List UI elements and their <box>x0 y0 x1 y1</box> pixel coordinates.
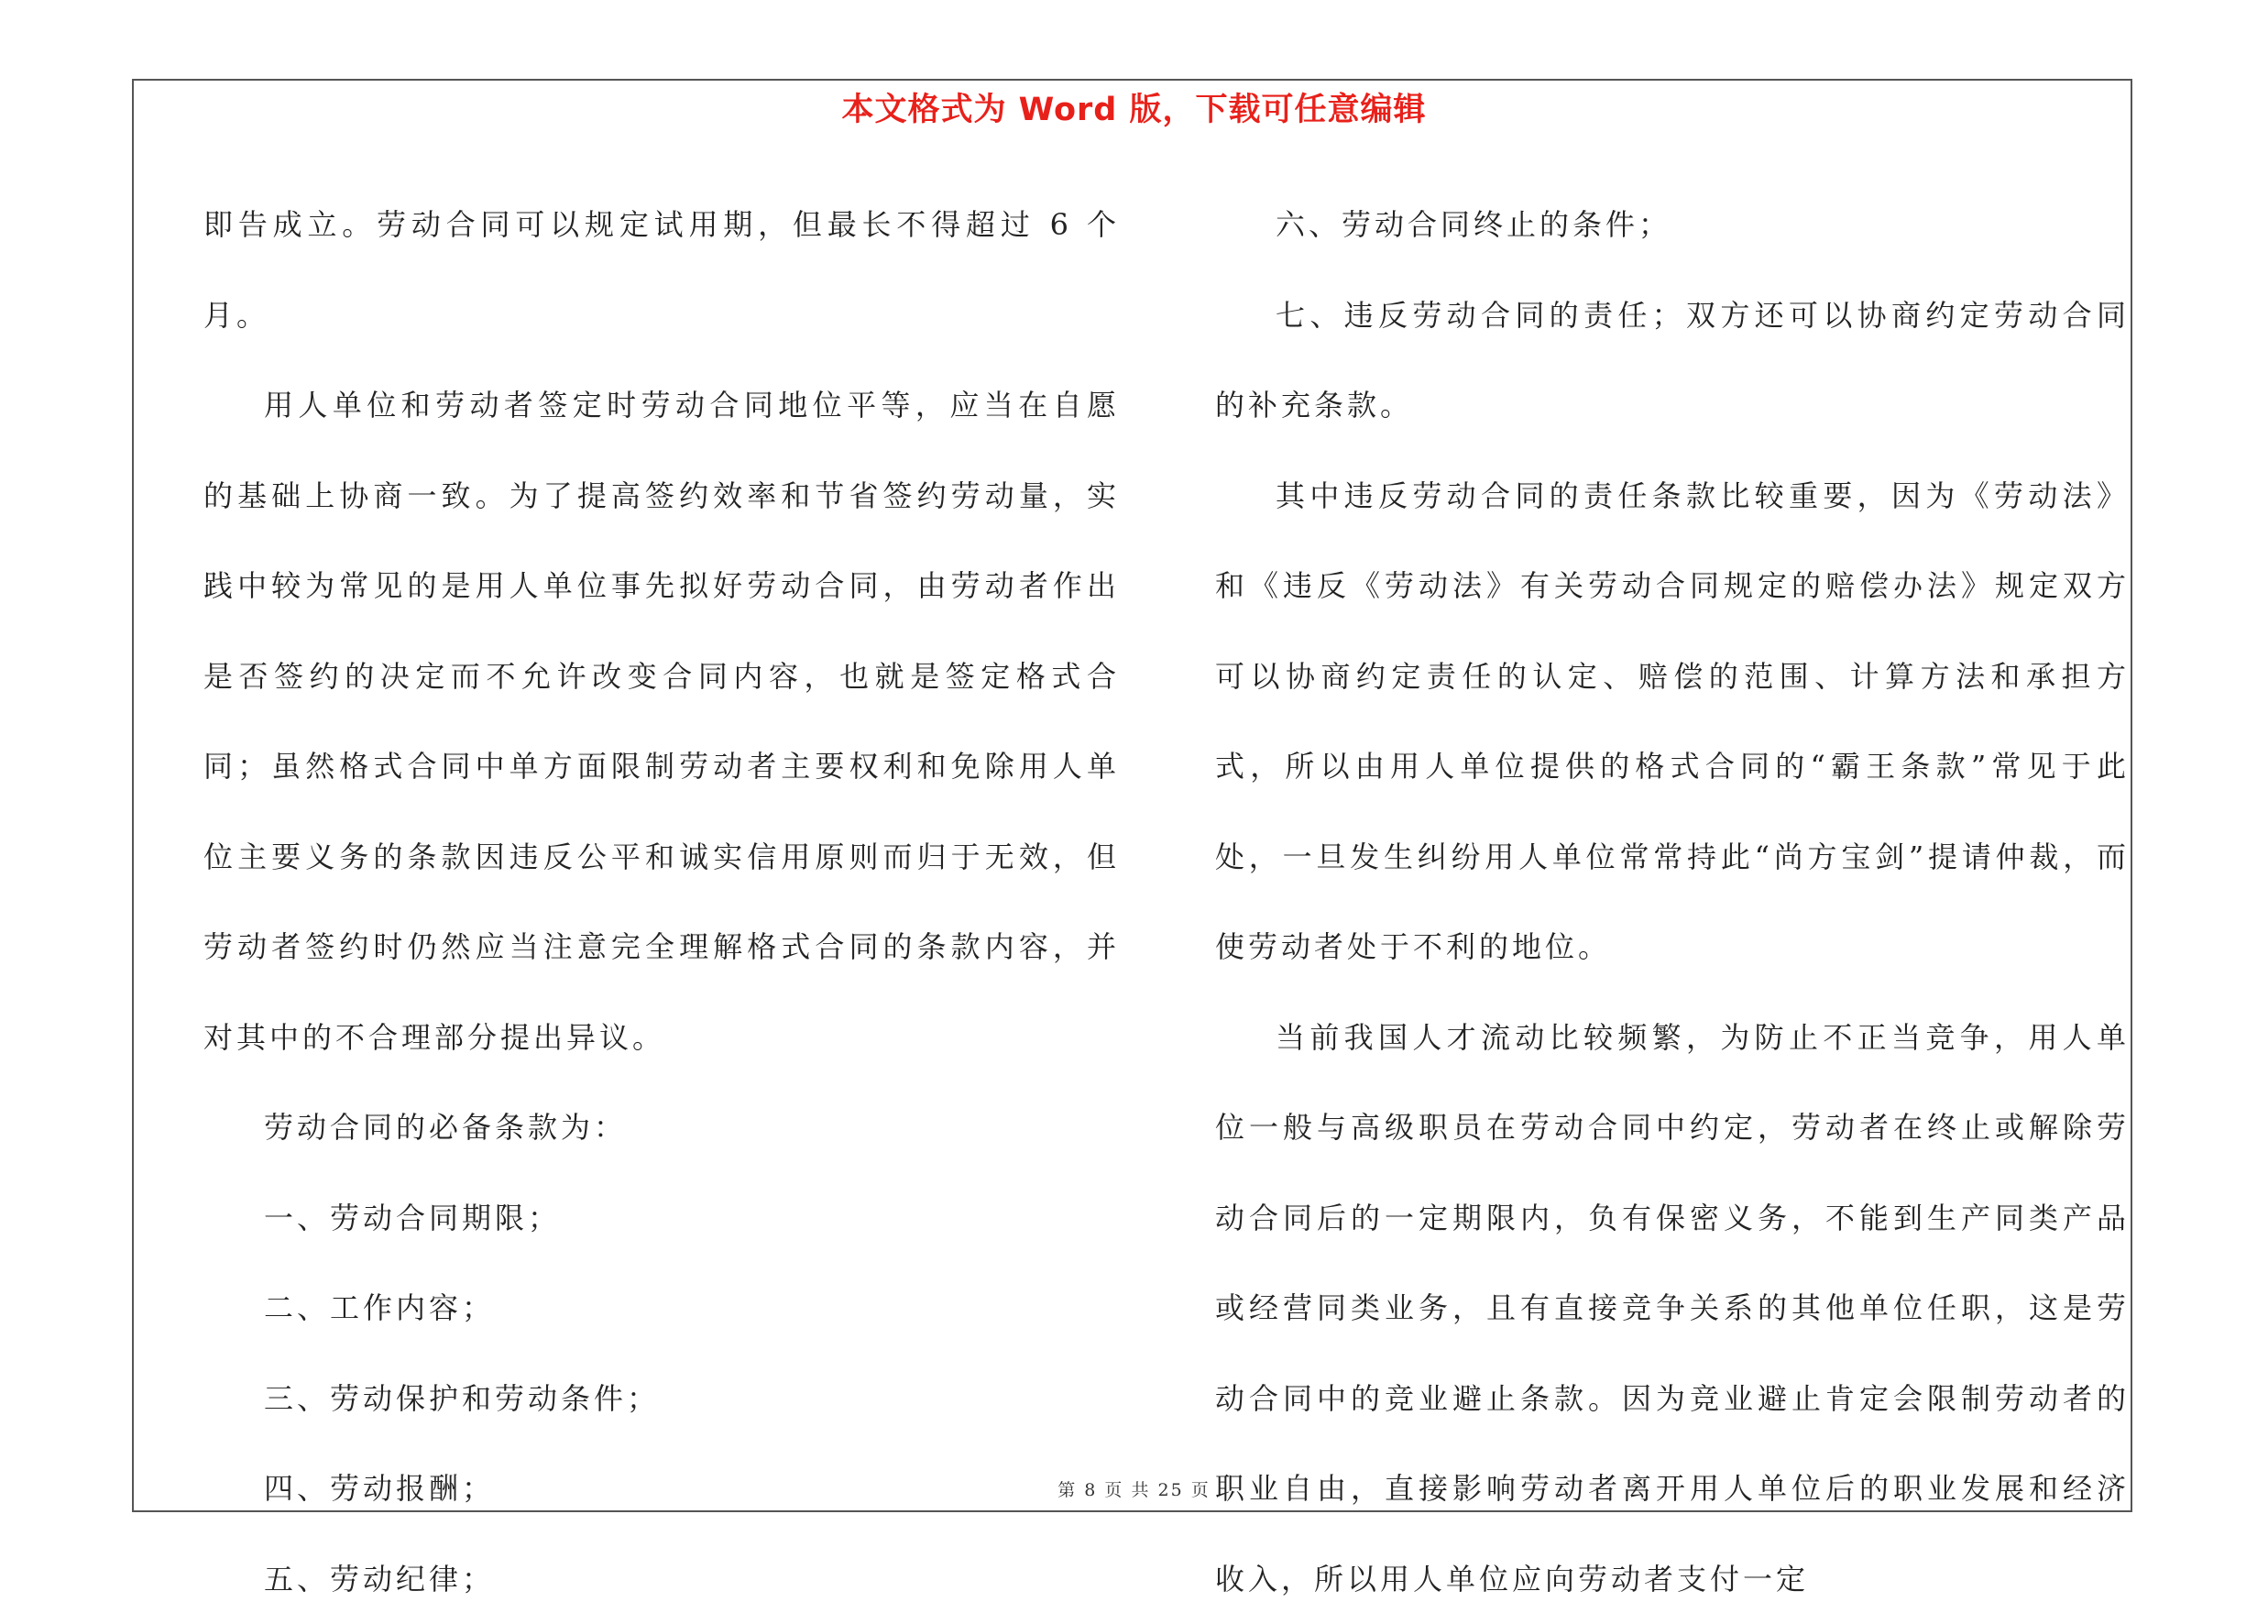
paragraph: 其中违反劳动合同的责任条款比较重要，因为《劳动法》和《违反《劳动法》有关劳动合同规定的赔偿办法》规定双方可以协商约定责任的认定、赔偿的范围、计算方法和承担方式，所以由用人单位提供的格式合同的“霸王条款”常见于此处，一旦发生纠纷用人单位常常持此“尚方宝剑”提请仲裁，而使劳动者处于不利的地位。 <box>1215 451 2130 993</box>
list-item: 一、劳动合同期限； <box>203 1173 1120 1264</box>
list-item: 六、劳动合同终止的条件； <box>1215 180 2130 270</box>
page-number: 第 8 页 共 25 页 <box>0 1476 2268 1501</box>
list-item: 七、违反劳动合同的责任；双方还可以协商约定劳动合同的补充条款。 <box>1215 270 2130 451</box>
list-item: 五、劳动纪律； <box>203 1534 1120 1624</box>
list-item: 二、工作内容； <box>203 1263 1120 1354</box>
paragraph: 当前我国人才流动比较频繁，为防止不正当竞争，用人单位一般与高级职员在劳动合同中约定，劳动者在终止或解除劳动合同后的一定期限内，负有保密义务，不能到生产同类产品或经营同类业务，且有直接竞争关系的其他单位任职，这是劳动合同中的竞业避止条款。因为竞业避止肯定会限制劳动者的职业自由，直接影响劳动者离开用人单位后的职业发展和经济收入，所以用人单位应向劳动者支付一定 <box>1215 993 2130 1624</box>
paragraph: 即告成立。劳动合同可以规定试用期，但最长不得超过 6 个月。 <box>203 180 1120 360</box>
format-banner: 本文格式为 Word 版，下载可任意编辑 <box>0 84 2268 130</box>
left-column <box>203 180 1120 1624</box>
list-item: 四、劳动报酬； <box>203 1443 1120 1534</box>
right-column <box>1215 180 2130 1624</box>
paragraph: 劳动合同的必备条款为： <box>203 1082 1120 1173</box>
list-item: 三、劳动保护和劳动条件； <box>203 1354 1120 1444</box>
paragraph: 用人单位和劳动者签定时劳动合同地位平等，应当在自愿的基础上协商一致。为了提高签约效率和节省签约劳动量，实践中较为常见的是用人单位事先拟好劳动合同，由劳动者作出是否签约的决定而不允许改变合同内容，也就是签定格式合同；虽然格式合同中单方面限制劳动者主要权利和免除用人单位主要义务的条款因违反公平和诚实信用原则而归于无效，但劳动者签约时仍然应当注意完全理解格式合同的条款内容，并对其中的不合理部分提出异议。 <box>203 360 1120 1082</box>
